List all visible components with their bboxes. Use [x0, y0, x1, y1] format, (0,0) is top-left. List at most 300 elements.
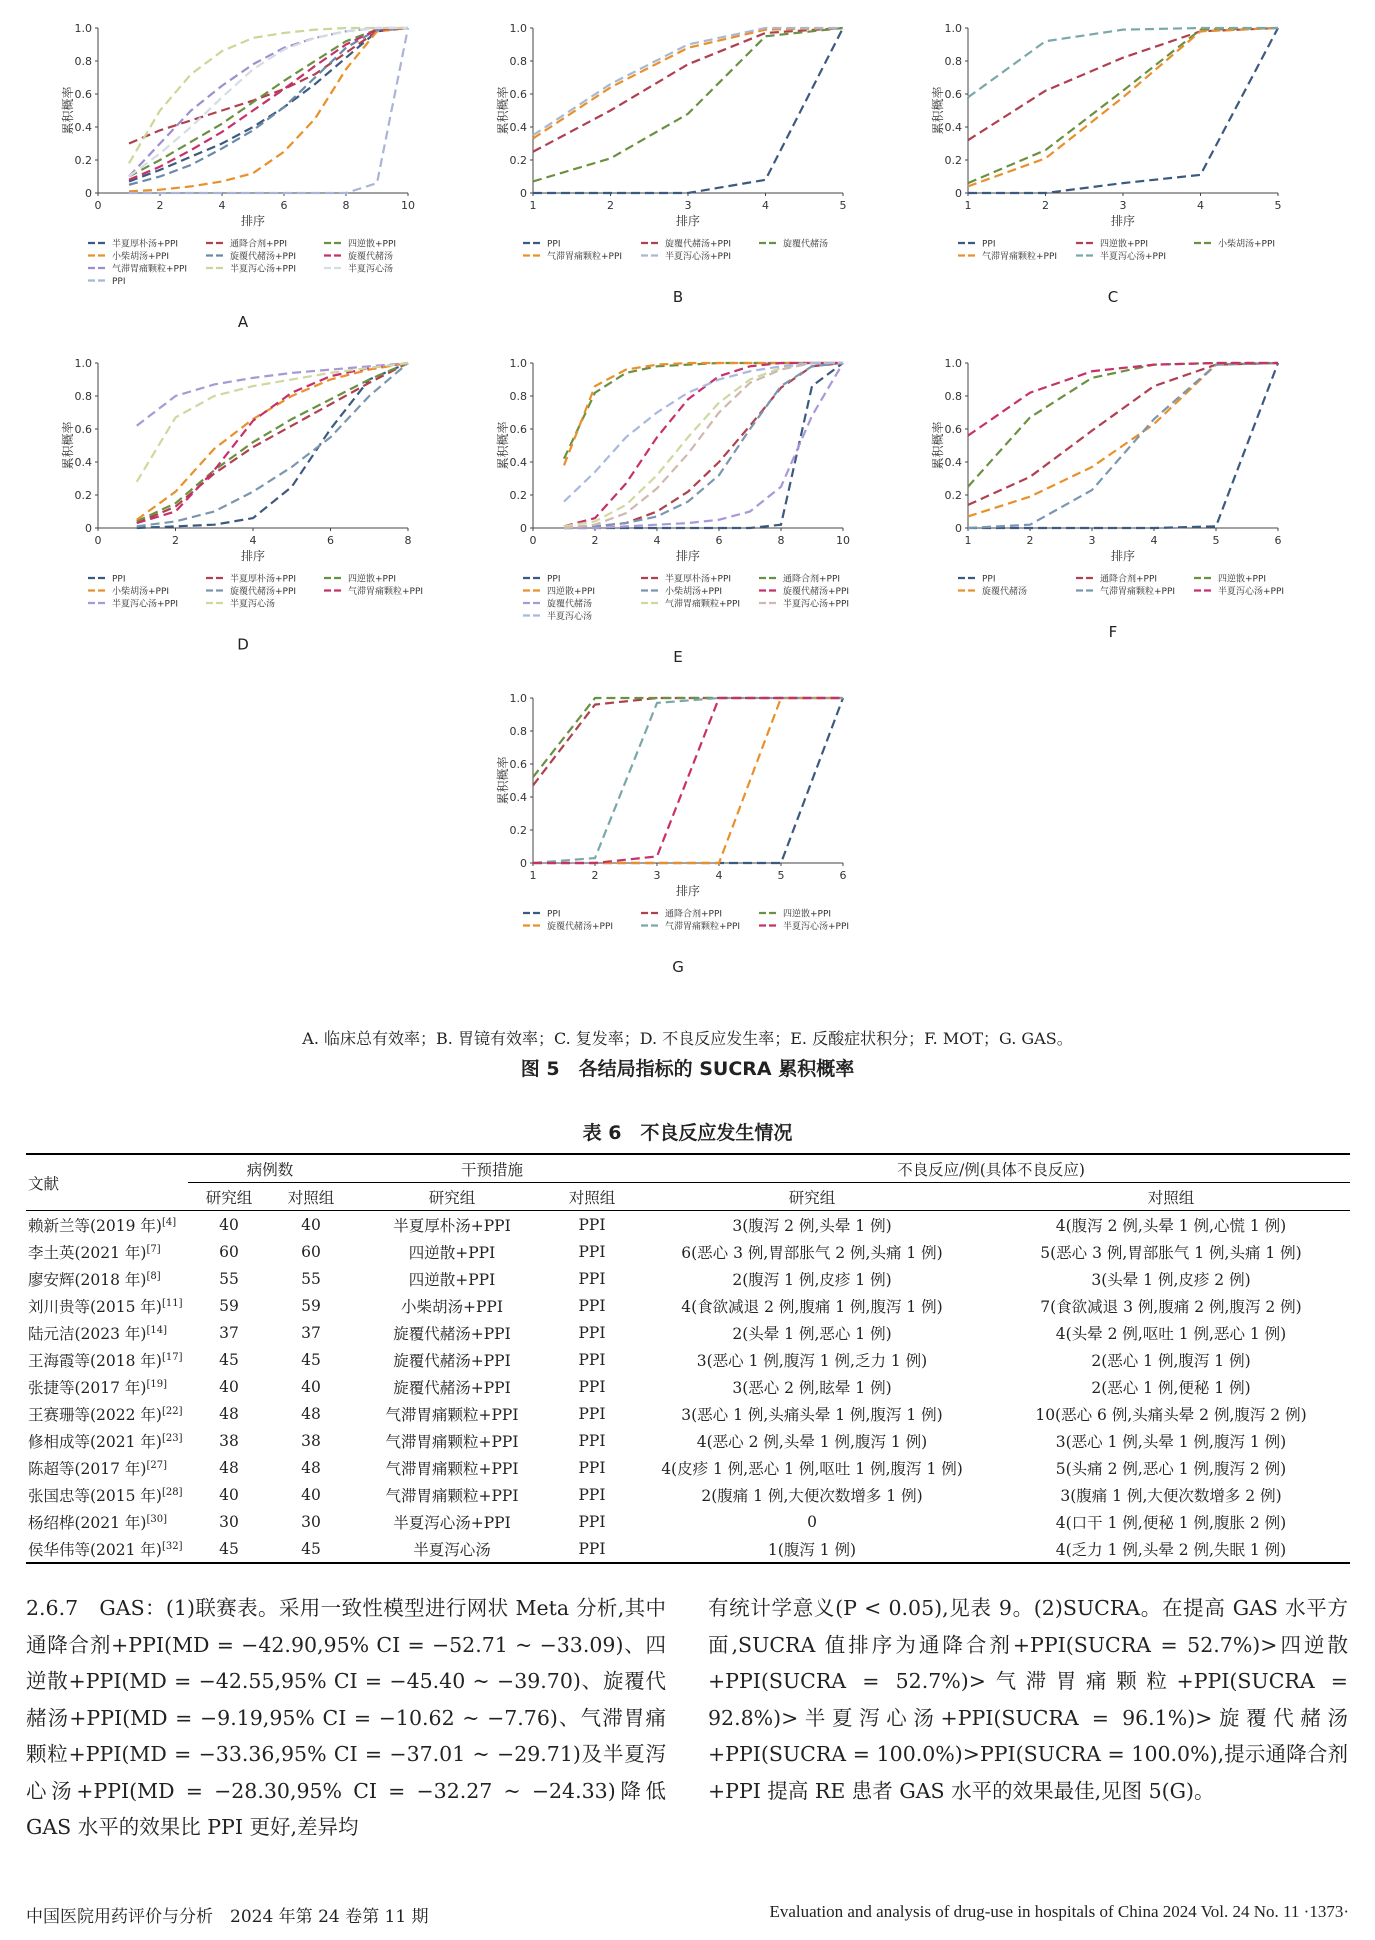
cell-cases-control: 37	[301, 1323, 321, 1342]
legend-label: 气滞胃痛颗粒+PPI	[348, 587, 424, 597]
cell-adv-study: 4(恶心 2 例,头晕 1 例,腹泻 1 例)	[696, 1432, 928, 1451]
cell-literature	[26, 1427, 188, 1454]
y-tick-label: 0.8	[944, 390, 962, 403]
series-line-5	[129, 28, 408, 180]
y-tick-label: 0.6	[509, 88, 527, 101]
reference-mark: [17]	[161, 1351, 183, 1363]
x-tick-label: 4	[762, 199, 769, 212]
cell-adv-control: 4(腹泻 2 例,头晕 1 例,心慌 1 例)	[1055, 1216, 1287, 1235]
legend-label: 旋覆代赭汤+PPI	[230, 587, 297, 597]
chart-letter: B	[672, 288, 684, 306]
x-tick-label: 8	[342, 199, 350, 212]
x-tick-label: 3	[1088, 534, 1096, 547]
x-tick-label: 3	[653, 869, 661, 882]
chart-letter: G	[672, 958, 684, 976]
y-tick-label: 0	[85, 522, 92, 535]
x-tick-label: 4	[653, 534, 661, 547]
y-tick-label: 0.4	[944, 121, 962, 134]
series-line-3	[968, 363, 1278, 516]
x-tick-label: 6	[1274, 534, 1282, 547]
x-tick-label: 2	[156, 199, 164, 212]
table-row	[26, 1400, 1350, 1427]
y-tick-label: 0.2	[944, 154, 962, 167]
col-literature: 文献	[26, 1154, 188, 1211]
y-axis-label: 累积概率	[496, 756, 510, 805]
cell-adv-control: 10(恶心 6 例,头痛头晕 2 例,腹泻 2 例)	[1035, 1405, 1307, 1424]
cell-literature	[26, 1373, 188, 1400]
series-line-3	[137, 363, 408, 520]
x-tick-label: 1	[529, 869, 537, 882]
legend-label: 半夏厚朴汤+PPI	[112, 239, 179, 250]
reference-mark: [23]	[161, 1432, 183, 1444]
series-line-5	[137, 363, 408, 523]
legend-label: PPI	[112, 574, 126, 585]
series-line-2	[137, 363, 408, 521]
legend-label: 半夏泻心汤+PPI	[1100, 252, 1167, 262]
figure-caption: A. 临床总有效率；B. 胃镜有效率；C. 复发率；D. 不良反应发生率；E. 反酸症状积分；F. MOT；G. GAS。	[302, 1029, 1073, 1048]
y-tick-label: 0.4	[74, 121, 92, 134]
y-tick-label: 0.2	[509, 154, 527, 167]
series-line-1	[533, 698, 843, 785]
x-tick-label: 5	[1212, 534, 1220, 547]
reference-mark: [7]	[146, 1243, 161, 1255]
cell-cases-control: 45	[301, 1350, 321, 1369]
cell-adv-control: 3(头晕 1 例,皮疹 2 例)	[1091, 1270, 1251, 1289]
legend-label: PPI	[547, 909, 561, 920]
x-axis-label: 排序	[675, 884, 701, 898]
chart-G	[495, 690, 895, 1020]
x-tick-label: 4	[715, 869, 723, 882]
y-tick-label: 1.0	[74, 357, 92, 370]
cell-adv-control: 2(恶心 1 例,便秘 1 例)	[1091, 1378, 1251, 1397]
legend-label: 四逆散+PPI	[783, 909, 832, 920]
x-tick-label: 4	[1197, 199, 1204, 212]
cell-int-study: 气滞胃痛颗粒+PPI	[385, 1459, 519, 1478]
body-left-column	[26, 1590, 666, 1846]
series-line-3	[533, 698, 843, 863]
cell-cases-study: 30	[219, 1512, 239, 1531]
x-axis-label: 排序	[675, 214, 701, 228]
body-right-column	[708, 1590, 1348, 1809]
chart-F	[930, 355, 1330, 685]
y-axis-label: 累积概率	[61, 86, 75, 135]
reference-mark: [22]	[161, 1405, 183, 1417]
col-cases-control: 对照组	[270, 1183, 352, 1211]
y-tick-label: 0.6	[509, 758, 527, 771]
cell-cases-control: 48	[301, 1404, 321, 1423]
cell-adv-study: 3(恶心 2 例,眩晕 1 例)	[732, 1378, 892, 1397]
legend-label: 旋覆代赭汤+PPI	[547, 922, 614, 932]
y-tick-label: 0.8	[74, 390, 92, 403]
series-line-2	[968, 28, 1278, 183]
legend-label: PPI	[112, 277, 126, 287]
cell-int-control: PPI	[578, 1512, 606, 1531]
cell-cases-study: 48	[219, 1458, 239, 1477]
table-row	[26, 1319, 1350, 1346]
cell-cases-study: 55	[219, 1269, 239, 1288]
cell-cases-control: 40	[301, 1377, 321, 1396]
y-tick-label: 1.0	[509, 357, 527, 370]
cell-cases-control: 55	[301, 1269, 321, 1288]
y-tick-label: 1.0	[74, 22, 92, 35]
reference-mark: [27]	[146, 1459, 167, 1471]
reference-mark: [4]	[161, 1216, 177, 1228]
y-tick-label: 0	[520, 522, 527, 535]
table-row	[26, 1292, 1350, 1319]
x-tick-label: 2	[607, 199, 614, 212]
cell-int-control: PPI	[578, 1242, 606, 1261]
chart-E	[495, 355, 895, 685]
legend-label: 旋覆代赭汤+PPI	[665, 239, 732, 250]
literature-name: 刘川贵等(2015 年)	[28, 1297, 162, 1316]
cell-int-study: 四逆散+PPI	[408, 1270, 496, 1289]
series-line-0	[129, 28, 408, 181]
series-line-2	[968, 363, 1278, 487]
cell-adv-study: 2(腹泻 1 例,皮疹 1 例)	[732, 1270, 892, 1289]
series-line-0	[137, 363, 408, 528]
footer-journal-en: Evaluation and analysis of drug-use in hospitals of China 2024 Vol. 24 No. 11 ·1373·	[769, 1902, 1349, 1921]
chart-D	[60, 355, 460, 685]
x-tick-label: 0	[529, 534, 537, 547]
y-tick-label: 0.6	[944, 423, 962, 436]
cell-cases-study: 45	[219, 1350, 239, 1369]
y-axis-label: 累积概率	[496, 86, 510, 135]
legend-label: PPI	[547, 574, 561, 585]
literature-name: 赖新兰等(2019 年)	[28, 1216, 162, 1235]
y-tick-label: 0	[955, 522, 962, 535]
y-tick-label: 0.6	[944, 88, 962, 101]
chart-letter: A	[237, 313, 249, 331]
series-line-3	[533, 28, 843, 139]
cell-int-control: PPI	[578, 1485, 606, 1504]
cell-cases-study: 60	[219, 1242, 239, 1261]
cell-adv-study: 2(腹痛 1 例,大便次数增多 1 例)	[701, 1486, 923, 1505]
legend-label: 气滞胃痛颗粒+PPI	[547, 252, 623, 262]
cell-adv-control: 3(恶心 1 例,头晕 1 例,腹泻 1 例)	[1055, 1432, 1287, 1451]
y-tick-label: 0.6	[74, 88, 92, 101]
legend-label: 通降合剂+PPI	[783, 574, 841, 585]
table-row	[26, 1265, 1350, 1292]
col-cases-study: 研究组	[188, 1183, 270, 1211]
literature-name: 侯华伟等(2021 年)	[28, 1540, 162, 1559]
cell-int-study: 旋覆代赭汤+PPI	[393, 1378, 511, 1397]
legend-label: PPI	[982, 574, 996, 585]
literature-name: 修相成等(2021 年)	[28, 1432, 162, 1451]
y-tick-label: 0.6	[74, 423, 92, 436]
reference-mark: [14]	[146, 1324, 167, 1336]
literature-name: 王海霞等(2018 年)	[28, 1351, 162, 1370]
x-axis-label: 排序	[240, 549, 266, 563]
cell-int-study: 半夏泻心汤	[352, 1535, 552, 1563]
reference-mark: [8]	[146, 1270, 161, 1282]
legend-label: 半夏厚朴汤+PPI	[665, 574, 732, 585]
table-row	[26, 1535, 1350, 1563]
x-tick-label: 0	[94, 199, 102, 212]
cell-literature	[26, 1292, 188, 1319]
cell-int-control: PPI	[578, 1404, 606, 1423]
cell-int-study: 旋覆代赭汤+PPI	[393, 1351, 511, 1370]
legend-label: 气滞胃痛颗粒+PPI	[112, 264, 188, 275]
y-tick-label: 1.0	[944, 22, 962, 35]
table-row	[26, 1211, 1350, 1239]
literature-name: 陈超等(2017 年)	[28, 1459, 147, 1478]
cell-adv-control: 4(头晕 2 例,呕吐 1 例,恶心 1 例)	[1055, 1324, 1287, 1343]
reference-mark: [19]	[146, 1378, 167, 1390]
col-intervention: 干预措施	[352, 1154, 632, 1183]
chart-B	[495, 20, 895, 350]
chart-letter: E	[673, 648, 683, 666]
x-tick-label: 2	[172, 534, 179, 547]
x-tick-label: 8	[777, 534, 785, 547]
cell-adv-control: 4(乏力 1 例,头晕 2 例,失眠 1 例)	[992, 1535, 1350, 1563]
legend-label: 气滞胃痛颗粒+PPI	[665, 599, 741, 610]
table-row	[26, 1481, 1350, 1508]
x-tick-label: 5	[1274, 199, 1282, 212]
chart-G-svg	[495, 690, 895, 1020]
y-tick-label: 0.2	[74, 154, 92, 167]
cell-literature	[26, 1481, 188, 1508]
cell-adv-study: 4(皮疹 1 例,恶心 1 例,呕吐 1 例,腹泻 1 例)	[661, 1459, 963, 1478]
series-line-2	[533, 698, 843, 777]
y-tick-label: 0.2	[944, 489, 962, 502]
cell-literature	[26, 1535, 188, 1563]
cell-cases-control: 60	[301, 1242, 321, 1261]
x-axis-label: 排序	[1110, 214, 1136, 228]
figure-title: 图 5 各结局指标的 SUCRA 累积概率	[520, 1058, 855, 1080]
legend-label: 旋覆代赭汤	[348, 252, 394, 262]
legend-label: 小柴胡汤+PPI	[665, 587, 723, 597]
chart-B-svg	[495, 20, 895, 350]
y-tick-label: 0.8	[509, 725, 527, 738]
series-line-5	[533, 698, 843, 863]
cell-literature	[26, 1346, 188, 1373]
legend-label: 气滞胃痛颗粒+PPI	[982, 252, 1058, 262]
legend-label: PPI	[982, 239, 996, 250]
cell-int-study: 气滞胃痛颗粒+PPI	[385, 1486, 519, 1505]
chart-C-svg	[930, 20, 1330, 350]
y-tick-label: 1.0	[509, 692, 527, 705]
y-axis-label: 累积概率	[61, 421, 75, 470]
cell-cases-study: 48	[219, 1404, 239, 1423]
cell-adv-control: 5(头痛 2 例,恶心 1 例,腹泻 2 例)	[1055, 1459, 1287, 1478]
literature-name: 张国忠等(2015 年)	[28, 1486, 162, 1505]
x-axis-label: 排序	[1110, 549, 1136, 563]
y-tick-label: 0	[520, 857, 527, 870]
series-line-4	[533, 698, 843, 863]
table-title: 表 6 不良反应发生情况	[582, 1122, 793, 1144]
cell-adv-study: 6(恶心 3 例,胃部胀气 2 例,头痛 1 例)	[681, 1243, 943, 1262]
legend-label: 小柴胡汤+PPI	[112, 252, 170, 262]
legend-label: 四逆散+PPI	[348, 239, 397, 250]
legend-label: 四逆散+PPI	[1100, 239, 1149, 250]
cell-adv-study: 3(恶心 1 例,头痛头晕 1 例,腹泻 1 例)	[681, 1405, 943, 1424]
y-tick-label: 0.2	[509, 824, 527, 837]
y-tick-label: 0.4	[74, 456, 92, 469]
cell-adv-control: 4(口干 1 例,便秘 1 例,腹胀 2 例)	[1055, 1513, 1287, 1532]
cell-int-control: PPI	[552, 1535, 632, 1563]
series-line-9	[129, 28, 408, 193]
table-row	[26, 1454, 1350, 1481]
y-tick-label: 0	[955, 187, 962, 200]
legend-label: 旋覆代赭汤	[547, 599, 593, 610]
cell-literature	[26, 1400, 188, 1427]
literature-name: 王赛珊等(2022 年)	[28, 1405, 162, 1424]
series-line-3	[564, 363, 843, 465]
legend-label: 旋覆代赭汤+PPI	[230, 252, 297, 262]
legend-label: 半夏泻心汤+PPI	[112, 599, 179, 610]
legend-label: 半夏泻心汤	[547, 612, 593, 622]
legend-label: 旋覆代赭汤	[783, 239, 829, 250]
cell-cases-study: 40	[219, 1215, 239, 1234]
table-row	[26, 1373, 1350, 1400]
x-axis-label: 排序	[675, 549, 701, 563]
legend-label: 小柴胡汤+PPI	[1218, 239, 1276, 250]
body-left-text: 2.6.7 GAS：(1)联赛表。采用一致性模型进行网状 Meta 分析,其中通降合剂+PPI(MD = −42.90,95% CI = −52.71 ~ −33.09)、四逆散+PPI(MD = −42.55,95% CI = −45.40 ~ −39.70)、旋覆代赭汤+PPI(MD = −9.19,95% CI = −10.62 ~ −7.76)、气滞胃痛颗粒+PPI(MD = −33.36,95% CI = −37.01 ~ −29.71)及半夏泻心汤+PPI(MD = −28.30,95% CI = −32.27 ~ −24.33)降低 GAS 水平的效果比 PPI 更好,差异均	[26, 1596, 666, 1839]
x-tick-label: 6	[280, 199, 288, 212]
series-line-5	[564, 363, 843, 526]
chart-letter: C	[1107, 288, 1119, 306]
y-tick-label: 0.8	[509, 390, 527, 403]
chart-D-svg	[60, 355, 460, 685]
cell-adv-study: 3(恶心 1 例,腹泻 1 例,乏力 1 例)	[696, 1351, 928, 1370]
x-tick-label: 1	[529, 199, 537, 212]
legend-label: 通降合剂+PPI	[1100, 574, 1158, 585]
x-axis-label: 排序	[240, 214, 266, 228]
cell-int-control: PPI	[578, 1215, 606, 1234]
cell-cases-study: 37	[219, 1323, 239, 1342]
y-tick-label: 0	[85, 187, 92, 200]
cell-literature	[26, 1508, 188, 1535]
y-tick-label: 0.6	[509, 423, 527, 436]
cell-int-control: PPI	[578, 1269, 606, 1288]
y-axis-label: 累积概率	[496, 421, 510, 470]
legend-label: 小柴胡汤+PPI	[112, 587, 170, 597]
literature-name: 张捷等(2017 年)	[28, 1378, 147, 1397]
y-tick-label: 1.0	[944, 357, 962, 370]
x-tick-label: 10	[836, 534, 850, 547]
cell-cases-control: 30	[301, 1512, 321, 1531]
legend-label: 气滞胃痛颗粒+PPI	[1100, 587, 1176, 597]
cell-cases-control: 38	[301, 1431, 321, 1450]
legend-label: 半夏泻心汤	[230, 599, 276, 610]
y-tick-label: 0.8	[944, 55, 962, 68]
cell-adv-control: 3(腹痛 1 例,大便次数增多 2 例)	[1060, 1486, 1282, 1505]
cell-int-control: PPI	[578, 1458, 606, 1477]
series-line-3	[129, 28, 408, 191]
cell-int-study: 气滞胃痛颗粒+PPI	[385, 1405, 519, 1424]
col-cases: 病例数	[188, 1154, 352, 1183]
cell-literature	[26, 1265, 188, 1292]
legend-label: 半夏厚朴汤+PPI	[230, 574, 297, 585]
cell-int-control: PPI	[578, 1431, 606, 1450]
x-tick-label: 8	[404, 534, 412, 547]
cell-literature	[26, 1454, 188, 1481]
reference-mark: [28]	[161, 1486, 183, 1498]
x-tick-label: 6	[327, 534, 334, 547]
y-axis-label: 累积概率	[931, 421, 945, 470]
cell-cases-control: 48	[301, 1458, 321, 1477]
legend-label: 旋覆代赭汤	[982, 587, 1028, 597]
legend-label: 通降合剂+PPI	[665, 909, 723, 920]
x-tick-label: 1	[964, 534, 972, 547]
cell-adv-study: 3(腹泻 2 例,头晕 1 例)	[732, 1216, 892, 1235]
series-line-2	[129, 28, 408, 177]
cell-adv-study: 1(腹泻 1 例)	[632, 1535, 992, 1563]
legend-label: 旋覆代赭汤+PPI	[783, 587, 850, 597]
col-adv-control: 对照组	[992, 1183, 1350, 1211]
x-tick-label: 1	[964, 199, 972, 212]
legend-label: 半夏泻心汤+PPI	[665, 252, 732, 262]
x-tick-label: 4	[218, 199, 226, 212]
legend-label: 半夏泻心汤+PPI	[230, 264, 297, 275]
series-line-2	[533, 28, 843, 181]
cell-adv-study: 2(头晕 1 例,恶心 1 例)	[732, 1324, 892, 1343]
chart-F-svg	[930, 355, 1330, 685]
series-line-2	[564, 363, 843, 459]
x-tick-label: 3	[1119, 199, 1127, 212]
y-axis-label: 累积概率	[931, 86, 945, 135]
x-tick-label: 6	[715, 534, 723, 547]
literature-name: 杨绍桦(2021 年)	[28, 1513, 147, 1532]
cell-int-control: PPI	[578, 1350, 606, 1369]
legend-label: 半夏泻心汤+PPI	[783, 599, 850, 610]
x-tick-label: 4	[1150, 534, 1158, 547]
literature-name: 李土英(2021 年)	[28, 1243, 147, 1262]
legend-label: 四逆散+PPI	[348, 574, 397, 585]
legend-label: 半夏泻心汤+PPI	[1218, 587, 1285, 597]
adverse-reaction-table	[26, 1153, 1350, 1564]
cell-cases-control: 45	[270, 1535, 352, 1563]
reference-mark: [32]	[161, 1540, 183, 1552]
body-right-text: 有统计学意义(P < 0.05),见表 9。(2)SUCRA。在提高 GAS 水平方面,SUCRA 值排序为通降合剂+PPI(SUCRA = 52.7%)>四逆散+PPI(SUCRA = 52.7%)>气滞胃痛颗粒+PPI(SUCRA = 92.8%)>半夏泻心汤+PPI(SUCRA = 96.1%)>旋覆代赭汤+PPI(SUCRA = 100.0%)>PPI(SUCRA = 100.0%),提示通降合剂+PPI 提高 RE 患者 GAS 水平的效果最佳,见图 5(G)。	[708, 1596, 1348, 1803]
cell-int-control: PPI	[578, 1296, 606, 1315]
legend-label: 气滞胃痛颗粒+PPI	[665, 922, 741, 932]
cell-adv-study: 4(食欲减退 2 例,腹痛 1 例,腹泻 1 例)	[681, 1297, 943, 1316]
x-tick-label: 3	[684, 199, 692, 212]
chart-A-svg	[60, 20, 460, 350]
chart-letter: D	[237, 635, 249, 654]
footer-journal: 中国医院用药评价与分析 2024 年第 24 卷第 11 期	[26, 1907, 429, 1927]
legend-label: 四逆散+PPI	[547, 587, 596, 597]
series-line-1	[137, 363, 408, 523]
col-int-control: 对照组	[552, 1183, 632, 1211]
cell-adv-control: 2(恶心 1 例,腹泻 1 例)	[1091, 1351, 1251, 1370]
cell-int-study: 半夏泻心汤+PPI	[393, 1513, 511, 1532]
chart-C	[930, 20, 1330, 350]
cell-int-study: 旋覆代赭汤+PPI	[393, 1324, 511, 1343]
chart-letter: F	[1108, 623, 1118, 641]
cell-cases-control: 40	[301, 1485, 321, 1504]
table-row	[26, 1427, 1350, 1454]
x-tick-label: 2	[591, 869, 599, 882]
x-tick-label: 10	[401, 199, 415, 212]
legend-label: 通降合剂+PPI	[230, 239, 288, 250]
y-tick-label: 0.4	[509, 456, 527, 469]
y-tick-label: 0.2	[509, 489, 527, 502]
cell-int-study: 气滞胃痛颗粒+PPI	[385, 1432, 519, 1451]
cell-cases-study: 45	[188, 1535, 270, 1563]
cell-adv-study: 0	[807, 1512, 817, 1531]
y-tick-label: 0.4	[944, 456, 962, 469]
cell-adv-control: 5(恶心 3 例,胃部胀气 1 例,头痛 1 例)	[1040, 1243, 1302, 1262]
x-tick-label: 2	[1042, 199, 1049, 212]
cell-int-control: PPI	[578, 1377, 606, 1396]
col-adverse: 不良反应/例(具体不良反应)	[632, 1154, 1350, 1183]
reference-mark: [11]	[161, 1297, 183, 1309]
chart-A	[60, 20, 460, 350]
series-line-4	[968, 28, 1278, 97]
y-tick-label: 0	[520, 187, 527, 200]
